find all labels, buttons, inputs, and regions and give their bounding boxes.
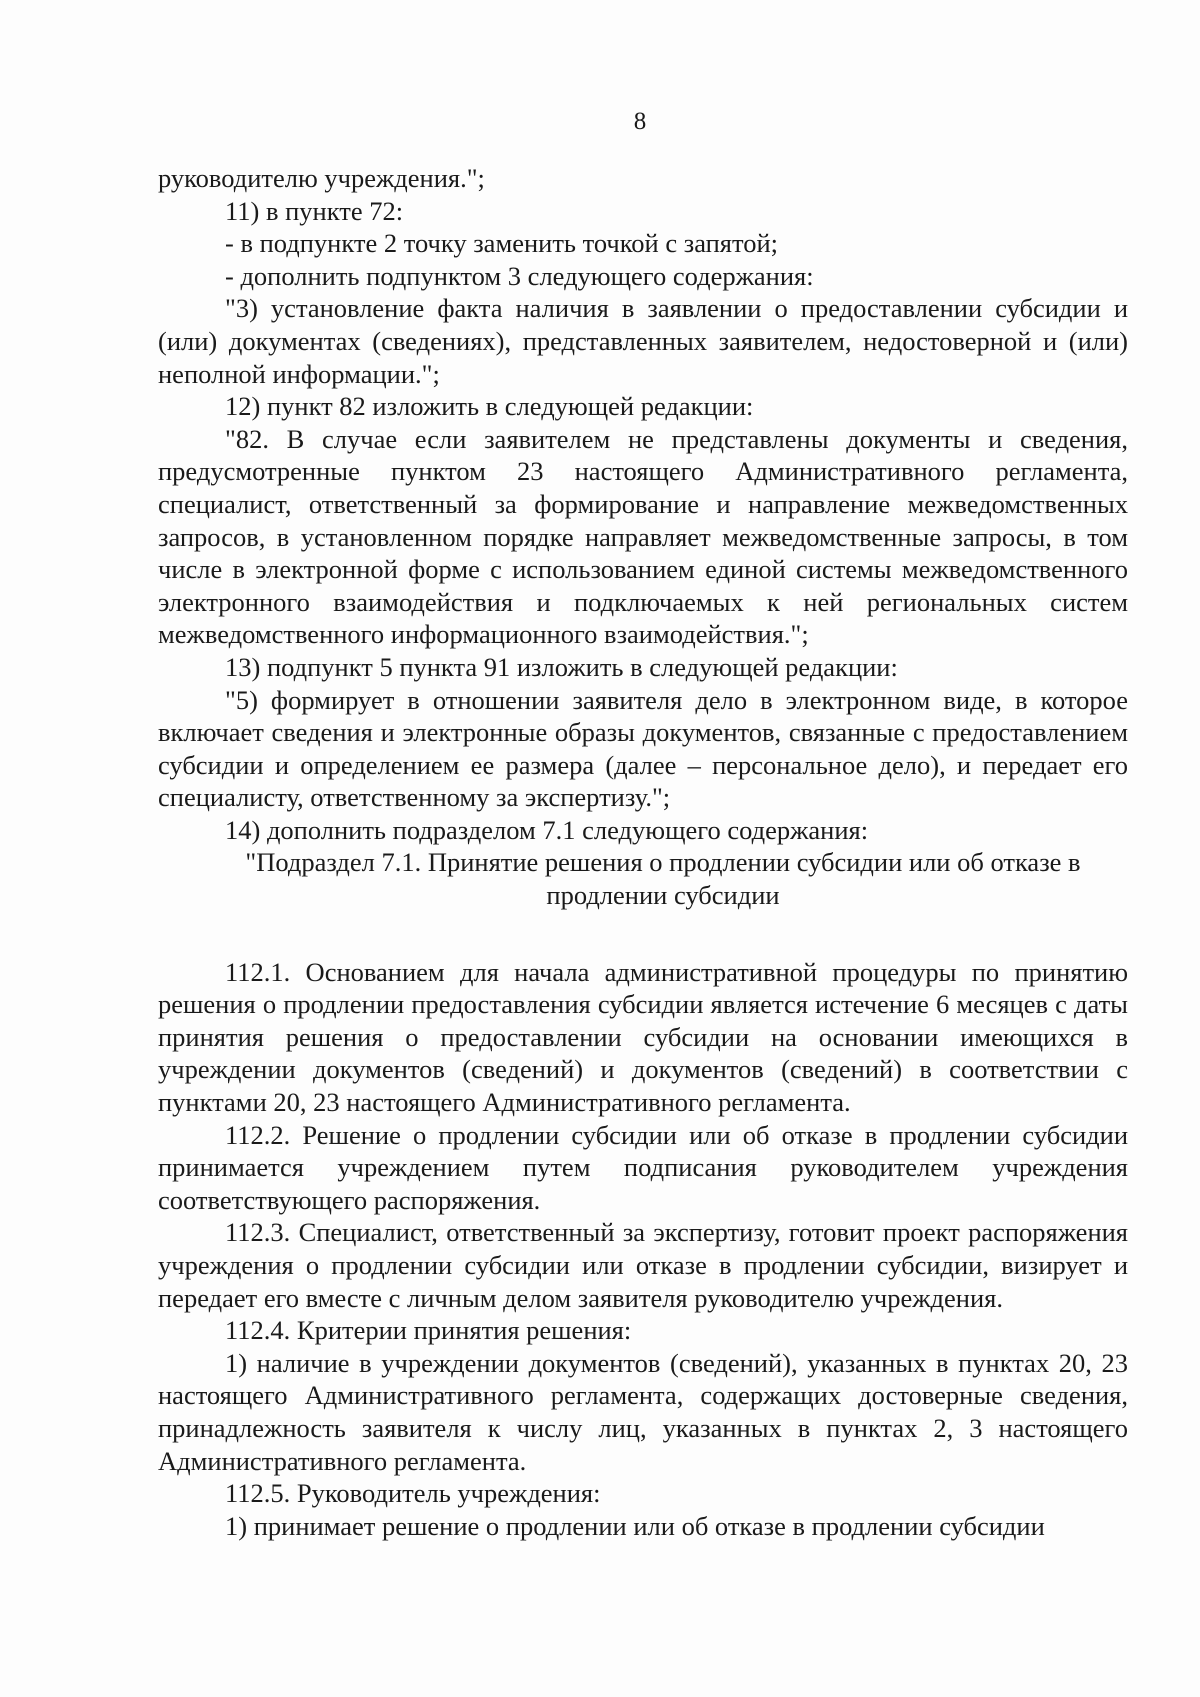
subsection-body [158,956,1128,1543]
paragraph: 11) в пункте 72: [225,195,404,226]
paragraph: 12) пункт 82 изложить в следующей редакции: [225,391,754,422]
paragraph: 13) подпункт 5 пункта 91 изложить в следующей редакции: [225,651,898,682]
spacer [158,912,1128,956]
paragraph: 14) дополнить подразделом 7.1 следующего содержания: [225,814,869,845]
paragraph: "3) установление факта наличия в заявлении о предоставлении субсидии и (или) документах (сведениях), представленных заявителем, недостоверной и (или) неполной информации."; [158,293,1128,389]
paragraph: "82. В случае если заявителем не представлены документы и сведения, предусмотренные пунктом 23 настоящего Административного регламента, специалист, ответственный за формирование и направление межведомственных запросов, в установленном порядке направляет межведомственные запросы, в том числе в электронной форме с использованием единой системы межведомственного электронного взаимодействия и подключаемых к ней региональных систем межведомственного информационного взаимодействия."; [158,423,1128,650]
paragraph: 112.4. Критерии принятия решения: [225,1315,632,1346]
paragraph: 1) принимает решение о продлении или об отказе в продлении субсидии [225,1510,1045,1541]
paragraph: 1) наличие в учреждении документов (сведений), указанных в пунктах 20, 23 настоящего Административного регламента, содержащих достоверные сведения, принадлежность заявителя к числу лиц, указанных в пунктах 2, 3 настоящего Административного регламента. [158,1347,1128,1476]
paragraph: - в подпункте 2 точку заменить точкой с запятой; [225,228,779,259]
paragraph: "5) формирует в отношении заявителя дело в электронном виде, в которое включает сведения и электронные образы документов, связанные с предоставлением субсидии и определением ее размера (далее – персональное дело), и передает его специалисту, ответственному за экспертизу."; [158,684,1128,813]
paragraph: 112.2. Решение о продлении субсидии или об отказе в продлении субсидии принимается учреждением путем подписания руководителем учреждения соответствующего распоряжения. [158,1119,1128,1215]
paragraph: 112.1. Основанием для начала административной процедуры по принятию решения о продлении предоставления субсидии является истечение 6 месяцев с даты принятия решения о предоставлении субсидии на основании имеющихся в учреждении документов (сведений) и документов (сведений) в соответствии с пунктами 20, 23 настоящего Административного регламента. [158,956,1128,1118]
amendments-block [158,162,1128,846]
paragraph: 112.3. Специалист, ответственный за экспертизу, готовит проект распоряжения учреждения о продлении субсидии или отказе в продлении субсидии, визирует и передает его вместе с личным делом заявителя руководителю учреждения. [158,1217,1128,1313]
paragraph: 112.5. Руководитель учреждения: [225,1478,601,1509]
page-number: 8 [633,108,647,135]
document-body [158,162,1128,1542]
paragraph: - дополнить подпунктом 3 следующего содержания: [225,260,814,291]
paragraph: руководителю учреждения."; [158,163,485,193]
subsection-heading: "Подраздел 7.1. Принятие решения о продлении субсидии или об отказе в продлении субсидии [245,847,1081,911]
